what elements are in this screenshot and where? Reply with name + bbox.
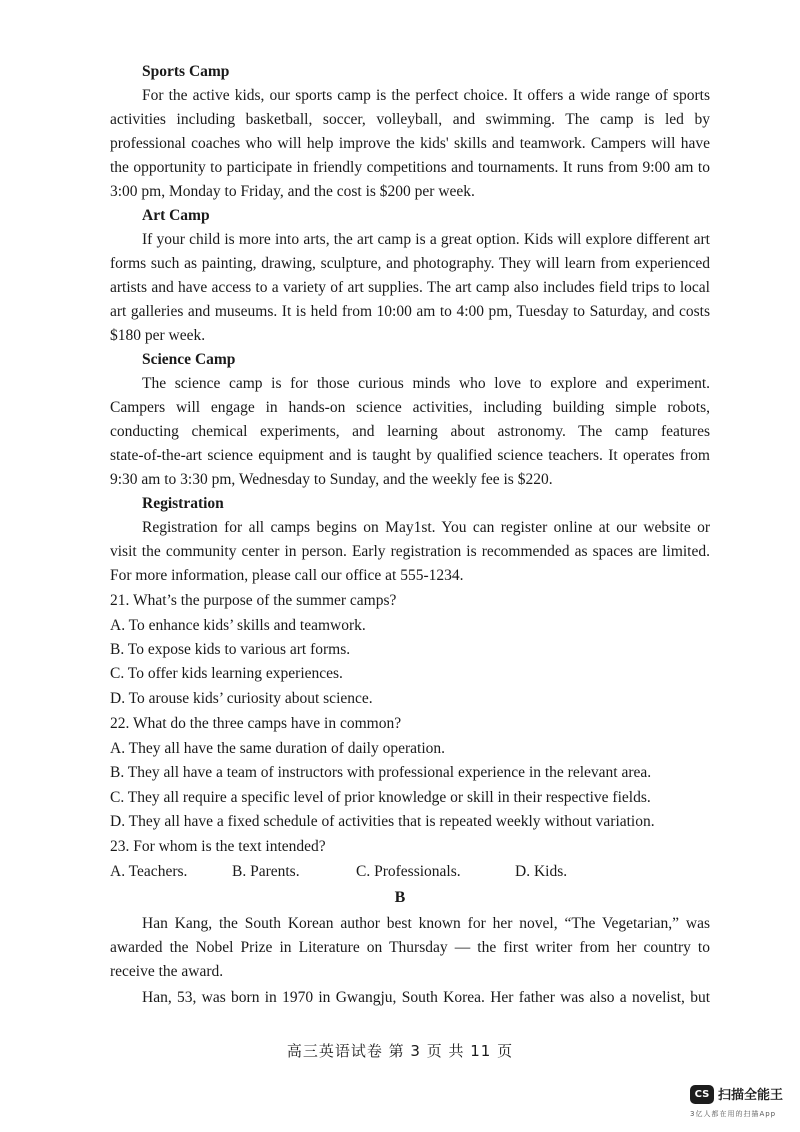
camscanner-logo-icon: CS: [690, 1085, 714, 1104]
page-footer: 高三英语试卷 第 3 页 共 11 页: [286, 1042, 514, 1060]
question-21-option-c: C. To offer kids learning experiences.: [110, 665, 343, 682]
question-23-option-c: C. Professionals.: [356, 863, 461, 880]
watermark-app-name: 扫描全能王: [718, 1088, 784, 1103]
science-camp-heading: Science Camp: [142, 351, 236, 368]
question-22-stem: 22. What do the three camps have in common?: [110, 715, 402, 732]
question-23-option-b: B. Parents.: [232, 863, 300, 880]
sports-camp-heading: Sports Camp: [142, 63, 230, 80]
registration-heading: Registration: [142, 495, 224, 512]
question-22-option-a: A. They all have the same duration of daily operation.: [110, 740, 446, 757]
question-23-options: [110, 860, 710, 884]
science-text-line: conducting chemical experiments, and learning about astronomy. The camp features: [110, 423, 710, 440]
sports-text-line: activities including basketball, soccer, volleyball, and swimming. The camp is led by: [110, 111, 710, 128]
sports-text-line: For the active kids, our sports camp is the perfect choice. It offers a wide range of sports: [142, 87, 710, 104]
art-text-line: forms such as painting, drawing, sculpture, and photography. They will learn from experienced: [110, 255, 710, 272]
passage-b-line: receive the award.: [110, 963, 224, 980]
passage-b-line: awarded the Nobel Prize in Literature on Thursday — the first writer from her country to: [110, 939, 710, 956]
art-camp-heading: Art Camp: [142, 207, 210, 224]
question-21-option-b: B. To expose kids to various art forms.: [110, 641, 351, 658]
question-21-option-a: A. To enhance kids’ skills and teamwork.: [110, 617, 366, 634]
science-text-line: Campers will engage in hands-on science activities, including building simple robots,: [110, 399, 710, 416]
question-23-option-d: D. Kids.: [515, 863, 568, 880]
registration-text-line: For more information, please call our office at 555-1234.: [110, 567, 464, 584]
art-text-line: artists and have access to a variety of art supplies. The art camp also includes field trips to local: [110, 279, 710, 296]
sports-text-line: the opportunity to participate in friendly competitions and tournaments. It runs from 9:00 am to: [110, 159, 710, 176]
passage-b-line: Han, 53, was born in 1970 in Gwangju, South Korea. Her father was also a novelist, but: [142, 989, 710, 1006]
art-text-line: If your child is more into arts, the art camp is a great option. Kids will explore different art: [142, 231, 710, 248]
watermark-tagline: 3亿人都在用的扫描App: [690, 1110, 777, 1118]
question-22-option-b: B. They all have a team of instructors with professional experience in the relevant area.: [110, 764, 652, 781]
registration-text-line: visit the community center in person. Early registration is recommended as spaces are limited.: [110, 543, 710, 560]
question-22-option-d: D. They all have a fixed schedule of activities that is repeated weekly without variation.: [110, 813, 655, 830]
science-text-line: The science camp is for those curious minds who love to explore and experiment.: [142, 375, 710, 392]
sports-text-line: 3:00 pm, Monday to Friday, and the cost is $200 per week.: [110, 183, 475, 200]
sports-text-line: professional coaches who will help improve the kids' skills and teamwork. Campers will have: [110, 135, 710, 152]
registration-text-line: Registration for all camps begins on May1st. You can register online at our website or: [142, 519, 710, 536]
science-text-line: state-of-the-art science equipment and is taught by qualified science teachers. It operates from: [110, 447, 710, 464]
science-text-line: 9:30 am to 3:30 pm, Wednesday to Sunday, and the weekly fee is $220.: [110, 471, 553, 488]
question-21-option-d: D. To arouse kids’ curiosity about science.: [110, 690, 373, 707]
section-b-label: B: [394, 889, 406, 906]
scanner-watermark: [668, 1082, 792, 1126]
question-23-option-a: A. Teachers.: [110, 863, 188, 880]
passage-b-line: Han Kang, the South Korean author best known for her novel, “The Vegetarian,” was: [142, 915, 710, 932]
question-23-stem: 23. For whom is the text intended?: [110, 838, 326, 855]
question-22-option-c: C. They all require a specific level of prior knowledge or skill in their respective fields.: [110, 789, 651, 806]
question-21-stem: 21. What’s the purpose of the summer camps?: [110, 592, 397, 609]
art-text-line: $180 per week.: [110, 327, 206, 344]
art-text-line: art galleries and museums. It is held from 10:00 am to 4:00 pm, Tuesday to Saturday, and costs: [110, 303, 710, 320]
